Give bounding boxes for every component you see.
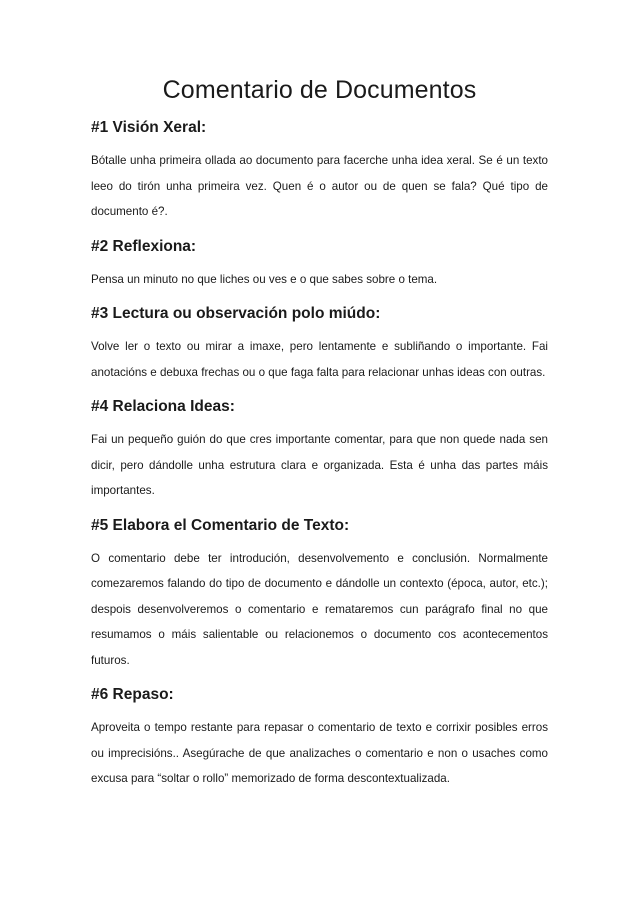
- section-lectura: [91, 304, 548, 385]
- section-heading: #1 Visión Xeral:: [91, 119, 207, 136]
- section-heading: #2 Reflexiona:: [91, 237, 197, 255]
- section-body: Volve ler o texto ou mirar a imaxe, pero lentamente e subliñando o importante. Fai anotacións e debuxa frechas ou o que faga falta para relacionar unhas ideas con outras.: [91, 340, 548, 379]
- section-reflexiona: [91, 237, 548, 293]
- section-body: Pensa un minuto no que liches ou ves e o que sabes sobre o tema.: [91, 272, 438, 286]
- section-heading: #5 Elabora el Comentario de Texto:: [91, 516, 350, 534]
- section-heading: #6 Repaso:: [91, 686, 174, 703]
- section-body: O comentario debe ter introdución, desenvolvemento e conclusión. Normalmente comezaremos falando do tipo de documento e dándolle un contexto (época, autor, etc.); despois desenvolveremos o comentario e remataremos cun parágrafo final no que resumamos o máis salientable ou relacionemos o documento cos acontecementos futuros.: [91, 551, 548, 667]
- section-repaso: [91, 685, 548, 792]
- section-heading: #3 Lectura ou observación polo miúdo:: [91, 305, 381, 322]
- section-elabora-comentario: [91, 516, 548, 674]
- section-vision-xeral: [91, 118, 548, 225]
- section-heading: #4 Relaciona Ideas:: [91, 398, 235, 415]
- section-body: Aproveita o tempo restante para repasar o comentario de texto e corrixir posibles erros ou imprecisións.. Asegúrache de que analizaches o comentario e non o usaches como excusa para “soltar o rollo” memorizado de forma descontextualizada.: [91, 721, 548, 785]
- document-title: Comentario de Documentos: [162, 76, 477, 104]
- section-body: Bótalle unha primeira ollada ao documento para facerche unha idea xeral. Se é un texto leeo do tirón unha primeira vez. Quen é o autor ou de quen se fala? Qué tipo de documento é?.: [91, 154, 548, 218]
- section-body: Fai un pequeño guión do que cres importante comentar, para que non quede nada sen dicir, pero dándolle unha estrutura clara e organizada. Esta é unha das partes máis importantes.: [91, 433, 548, 497]
- section-relaciona-ideas: [91, 397, 548, 504]
